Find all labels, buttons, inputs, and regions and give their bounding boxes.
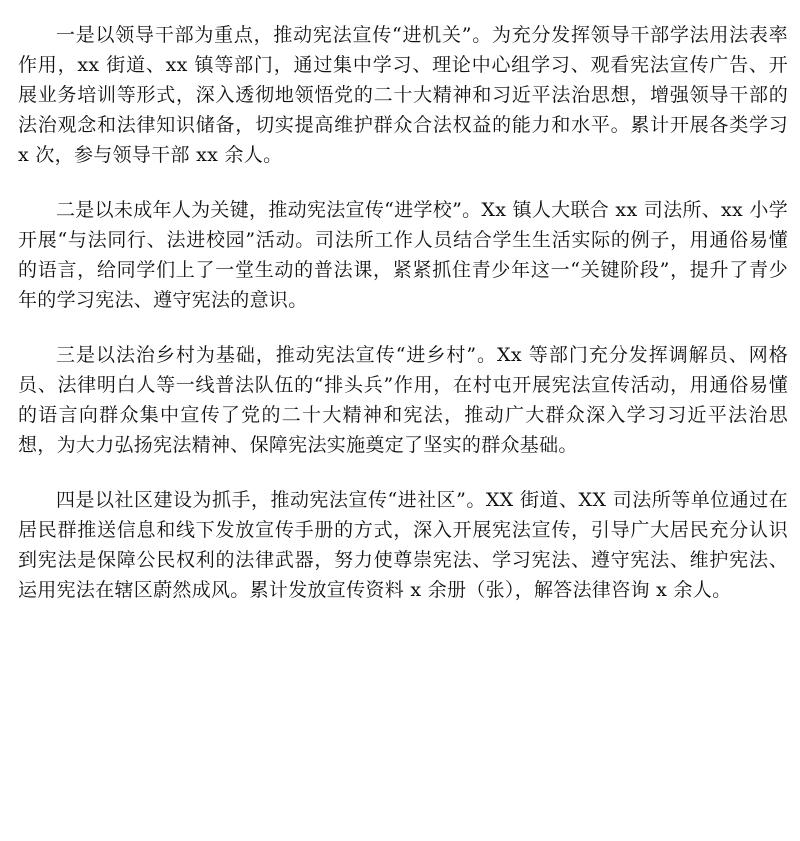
paragraph-3: 三是以法治乡村为基础，推动宪法宣传“进乡村”。Xx 等部门充分发挥调解员、网格员、法律明白人等一线普法队伍的“排头兵”作用，在村屯开展宪法宣传活动，用通俗易懂的语言向群众集中宣传了党的二十大精神和宪法，推动广大群众深入学习习近平法治思想，为大力弘扬宪法精神、保障宪法实施奠定了坚实的群众基础。 — [18, 344, 788, 456]
paragraph-1: 一是以领导干部为重点，推动宪法宣传“进机关”。为充分发挥领导干部学法用法表率作用，xx 街道、xx 镇等部门，通过集中学习、理论中心组学习、观看宪法宣传广告、开展业务培训等形式，深入透彻地领悟党的二十大精神和习近平法治思想，增强领导干部的法治观念和法律知识储备，切实提高维护群众合法权益的能力和水平。累计开展各类学习 x 次，参与领导干部 xx 余人。 — [18, 24, 788, 166]
paragraph-4: 四是以社区建设为抓手，推动宪法宣传“进社区”。XX 街道、XX 司法所等单位通过在居民群推送信息和线下发放宣传手册的方式，深入开展宪法宣传，引导广大居民充分认识到宪法是保障公民权利的法律武器，努力使尊崇宪法、学习宪法、遵守宪法、维护宪法、运用宪法在辖区蔚然成风。累计发放宣传资料 x 余册（张），解答法律咨询 x 余人。 — [18, 489, 788, 601]
paragraph-2: 二是以未成年人为关键，推动宪法宣传“进学校”。Xx 镇人大联合 xx 司法所、xx 小学开展“与法同行、法进校园”活动。司法所工作人员结合学生生活实际的例子，用通俗易懂的语言，给同学们上了一堂生动的普法课，紧紧抓住青少年这一“关键阶段”，提升了青少年的学习宪法、遵守宪法的意识。 — [18, 199, 788, 311]
document-body — [18, 20, 788, 630]
